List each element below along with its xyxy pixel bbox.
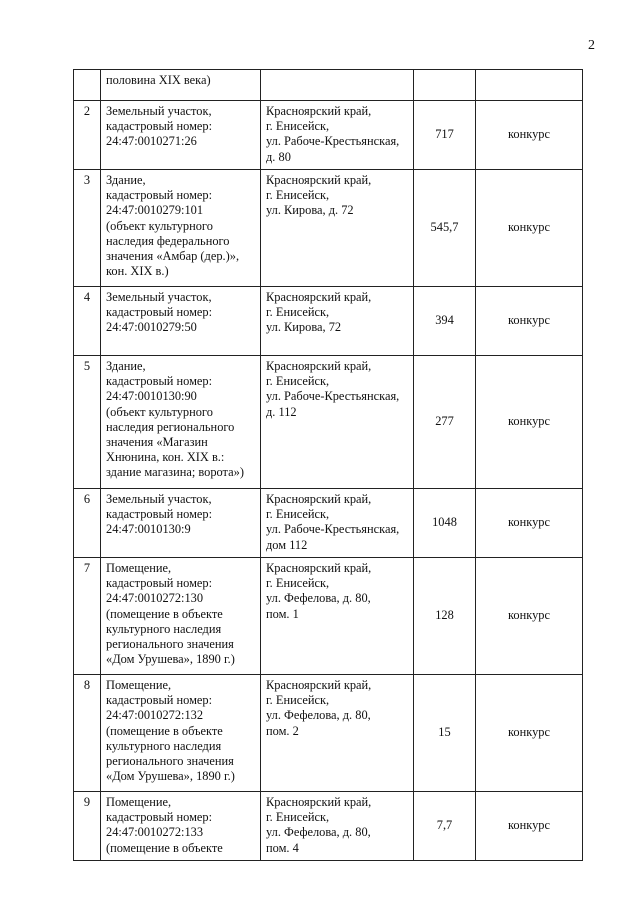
object-description: Помещение, кадастровый номер: 24:47:0010272:130 (помещение в объекте культурного наследия регионального значения «Дом Урушева», 1890 г.) — [101, 558, 261, 675]
row-number: 5 — [74, 356, 101, 489]
object-address: Красноярский край, г. Енисейск, ул. Кирова, д. 72 — [261, 170, 414, 287]
row-number: 9 — [74, 792, 101, 861]
object-area — [414, 70, 476, 101]
object-area: 717 — [414, 101, 476, 170]
object-address — [261, 70, 414, 101]
sale-method: конкурс — [476, 489, 583, 558]
object-description: Земельный участок, кадастровый номер: 24:47:0010279:50 — [101, 287, 261, 356]
table-row — [74, 170, 583, 287]
row-number: 2 — [74, 101, 101, 170]
object-description: Земельный участок, кадастровый номер: 24:47:0010130:9 — [101, 489, 261, 558]
object-description: половина XIX века) — [101, 70, 261, 101]
sale-method: конкурс — [476, 558, 583, 675]
object-address: Красноярский край, г. Енисейск, ул. Фефелова, д. 80, пом. 2 — [261, 675, 414, 792]
object-area: 1048 — [414, 489, 476, 558]
object-address: Красноярский край, г. Енисейск, ул. Фефелова, д. 80, пом. 1 — [261, 558, 414, 675]
object-area: 545,7 — [414, 170, 476, 287]
object-address: Красноярский край, г. Енисейск, ул. Рабоче-Крестьянская, д. 80 — [261, 101, 414, 170]
table-row — [74, 356, 583, 489]
sale-method: конкурс — [476, 170, 583, 287]
object-area: 7,7 — [414, 792, 476, 861]
sale-method — [476, 70, 583, 101]
object-description: Помещение, кадастровый номер: 24:47:0010272:132 (помещение в объекте культурного наследия регионального значения «Дом Урушева», 1890 г.) — [101, 675, 261, 792]
sale-method: конкурс — [476, 356, 583, 489]
object-description: Здание, кадастровый номер: 24:47:0010130:90 (объект культурного наследия регионального значения «Магазин Хнюнина, кон. XIX в.: здание магазина; ворота») — [101, 356, 261, 489]
object-area: 277 — [414, 356, 476, 489]
row-number: 3 — [74, 170, 101, 287]
page-number: 2 — [588, 38, 595, 53]
object-address: Красноярский край, г. Енисейск, ул. Фефелова, д. 80, пом. 4 — [261, 792, 414, 861]
table-row — [74, 489, 583, 558]
row-number: 6 — [74, 489, 101, 558]
row-number: 7 — [74, 558, 101, 675]
table-row — [74, 287, 583, 356]
object-description: Здание, кадастровый номер: 24:47:0010279:101 (объект культурного наследия федерального значения «Амбар (дер.)», кон. XIX в.) — [101, 170, 261, 287]
sale-method: конкурс — [476, 792, 583, 861]
object-address: Красноярский край, г. Енисейск, ул. Рабоче-Крестьянская, дом 112 — [261, 489, 414, 558]
object-description: Земельный участок, кадастровый номер: 24:47:0010271:26 — [101, 101, 261, 170]
object-area: 128 — [414, 558, 476, 675]
object-description: Помещение, кадастровый номер: 24:47:0010272:133 (помещение в объекте — [101, 792, 261, 861]
row-number: 4 — [74, 287, 101, 356]
table-row — [74, 558, 583, 675]
object-address: Красноярский край, г. Енисейск, ул. Кирова, 72 — [261, 287, 414, 356]
sale-method: конкурс — [476, 675, 583, 792]
row-number — [74, 70, 101, 101]
property-table — [73, 69, 583, 861]
table-row — [74, 792, 583, 861]
table-row — [74, 101, 583, 170]
table-row — [74, 70, 583, 101]
object-area: 15 — [414, 675, 476, 792]
object-address: Красноярский край, г. Енисейск, ул. Рабоче-Крестьянская, д. 112 — [261, 356, 414, 489]
sale-method: конкурс — [476, 101, 583, 170]
object-area: 394 — [414, 287, 476, 356]
row-number: 8 — [74, 675, 101, 792]
table-row — [74, 675, 583, 792]
sale-method: конкурс — [476, 287, 583, 356]
